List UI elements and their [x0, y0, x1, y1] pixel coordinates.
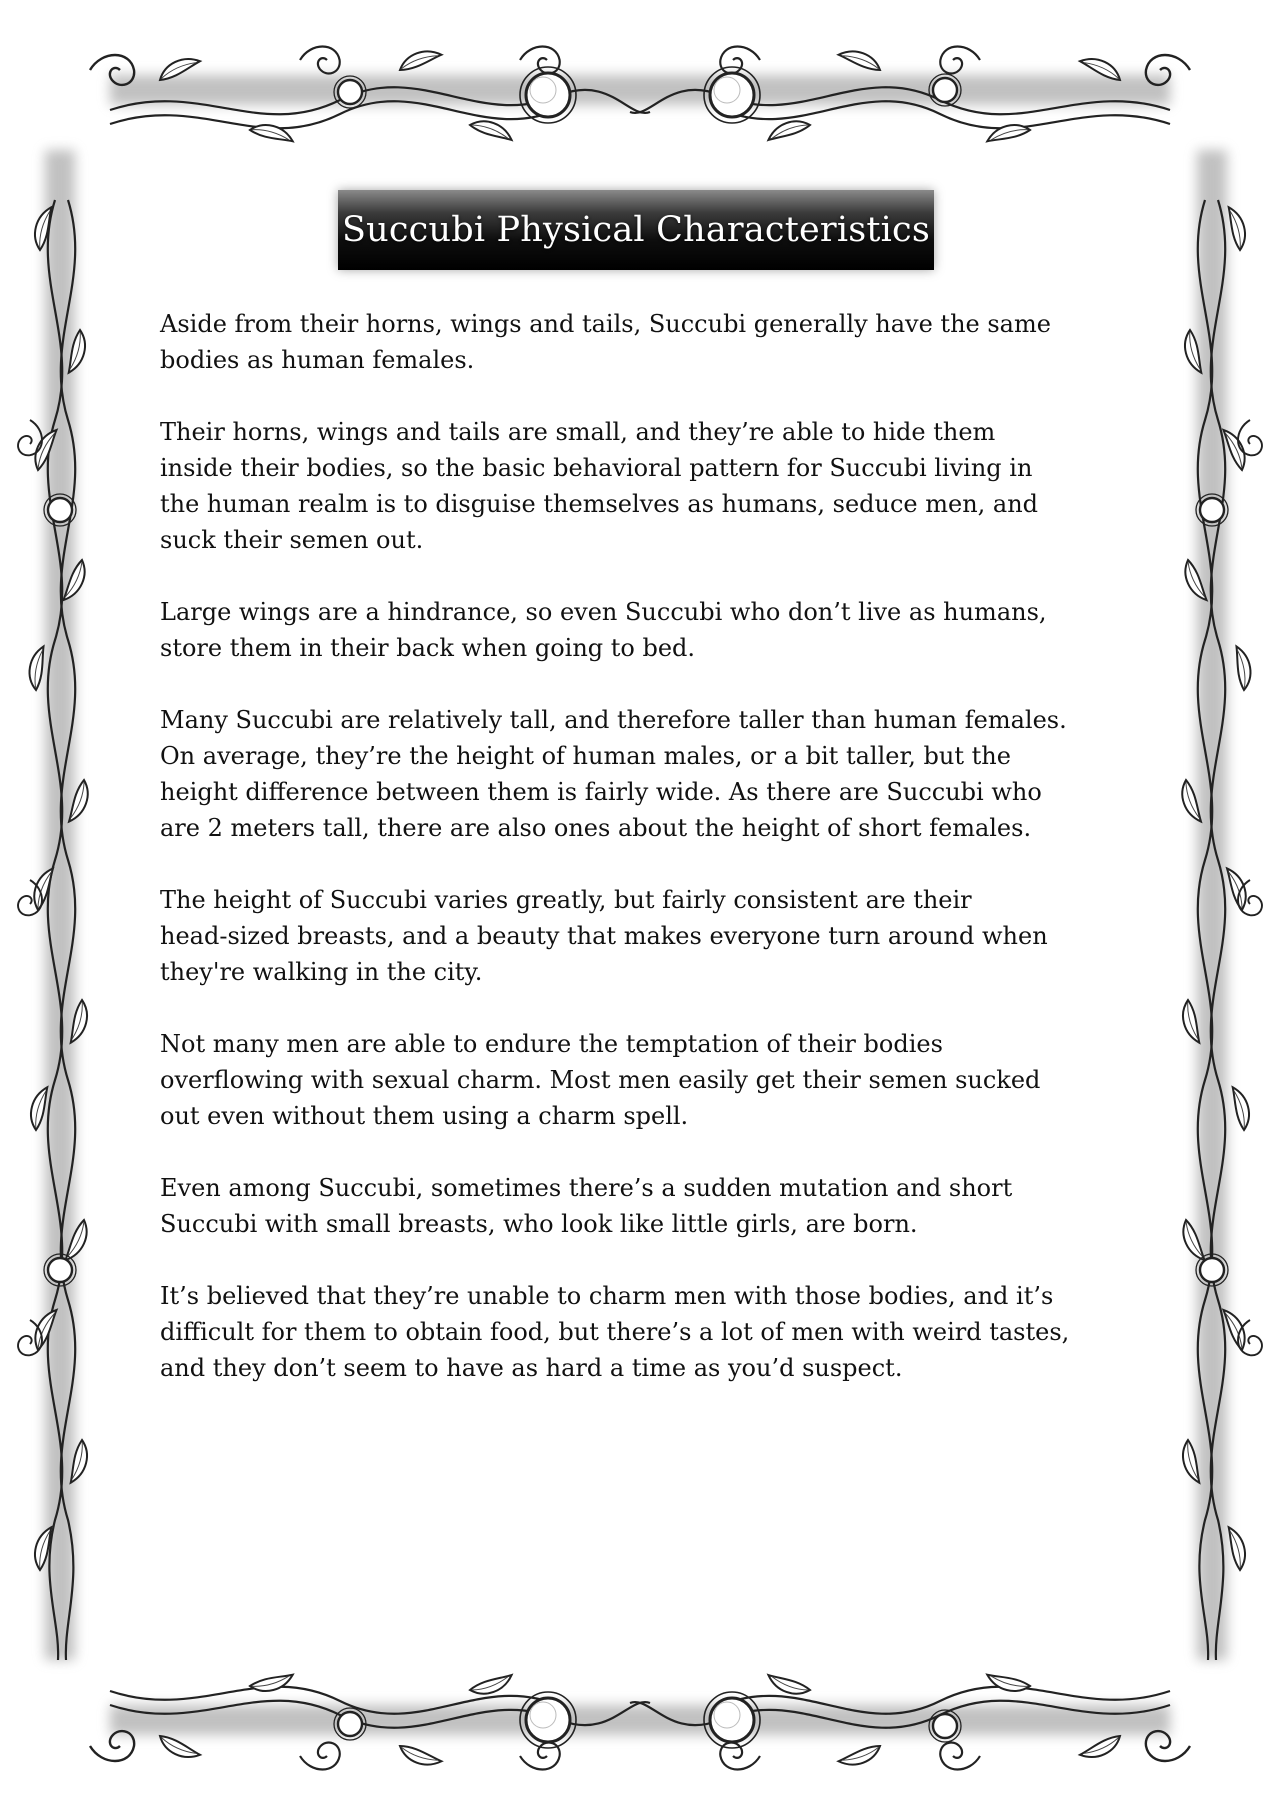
paragraph: Not many men are able to endure the temptation of their bodies overflowing with sexual charm. Most men easily get their semen sucked out even without them using a charm spell.	[160, 1030, 1041, 1130]
paragraph: Even among Succubi, sometimes there’s a sudden mutation and short Succubi with small breasts, who look like little girls, are born.	[160, 1174, 1013, 1238]
body-text	[160, 306, 1120, 1422]
paragraph: Aside from their horns, wings and tails, Succubi generally have the same bodies as human females.	[160, 310, 1051, 374]
page-title: Succubi Physical Characteristics	[341, 210, 931, 250]
paragraph: Their horns, wings and tails are small, and they’re able to hide them inside their bodies, so the basic behavioral pattern for Succubi living in the human realm is to disguise themselves as humans, seduce men, and suck their semen out.	[160, 418, 1039, 554]
paragraph: It’s believed that they’re unable to charm men with those bodies, and it’s difficult for them to obtain food, but there’s a lot of men with weird tastes, and they don’t seem to have as hard a time as you’d suspect.	[160, 1282, 1070, 1382]
paragraph: Many Succubi are relatively tall, and therefore taller than human females. On average, they’re the height of human males, or a bit taller, but the height difference between them is fairly wide. As there are Succubi who are 2 meters tall, there are also ones about the height of short females.	[160, 706, 1067, 842]
title-banner	[338, 190, 934, 270]
paragraph: The height of Succubi varies greatly, but fairly consistent are their head-sized breasts, and a beauty that makes everyone turn around when they're walking in the city.	[160, 886, 1048, 986]
paragraph: Large wings are a hindrance, so even Succubi who don’t live as humans, store them in their back when going to bed.	[160, 598, 1047, 662]
